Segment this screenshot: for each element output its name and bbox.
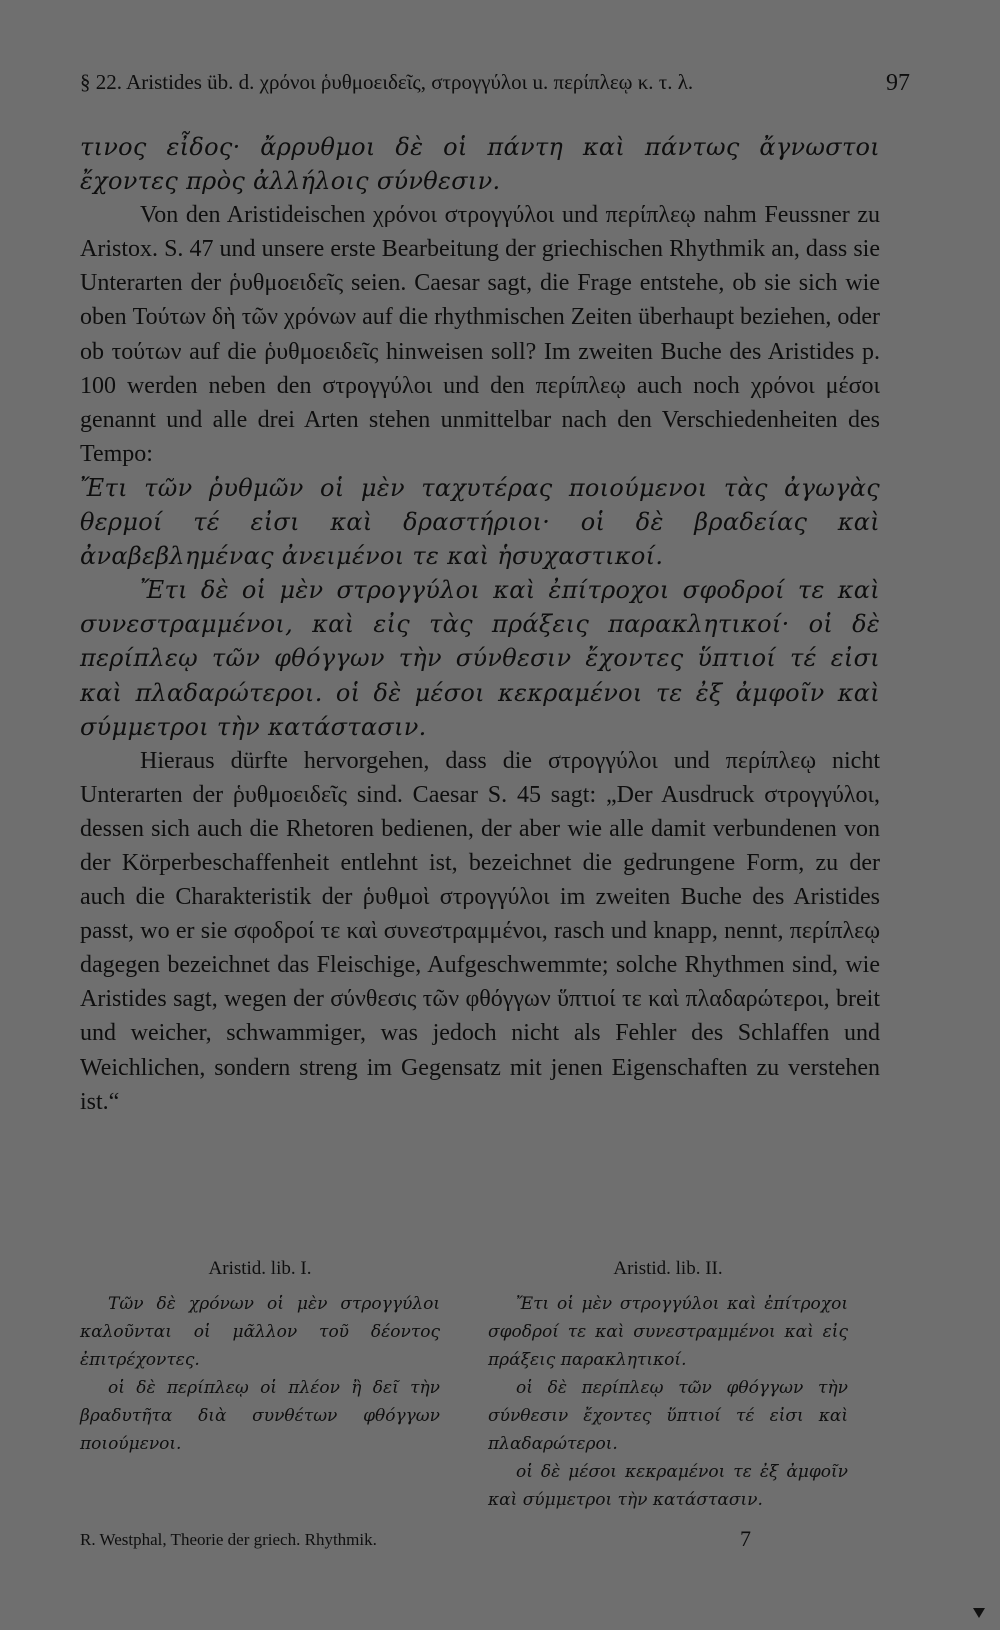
paragraph-caesar-quote: Hieraus dürfte hervorgehen, dass die στρογγύλοι und περίπλεῳ nicht Unterarten der ῥυθμοειδεῖς sind. Caesar S. 45 sagt: „Der Ausdruck στρογγύλοι, dessen sich auch die Rhetoren bedienen, der aber wie alle damit verbundenen von der Körperbeschaffenheit entlehnt ist, bezeichnet die gedrungene Form, zu der auch die Charakteristik der ῥυθμοὶ στρογγύλοι im zweiten Buche des Aristides passt, wo er sie σφοδροί τε καὶ συνεστραμμένοι, rasch und knapp, nennt, περίπλεῳ dagegen bezeichnet das Fleischige, Aufgeschwemmte; solche Rhythmen sind, wie Aristides sagt, wegen der σύνθεσις τῶν φθόγγων ὕπτιοί τε καὶ πλαδαρώτεροι, breit und weicher, schwammiger, was jedoch nicht als Fehler des Schlaffen und Weichlichen, sondern streng im Gegensatz mit jenen Eigenschaften zu verstehen ist.“ — [80, 747, 880, 1115]
signature-mark: 7 — [740, 1526, 751, 1551]
paragraph-aristides-discussion: Von den Aristideischen χρόνοι στρογγύλοι und περίπλεῳ nahm Feussner zu Aristox. S. 47 und unsere erste Bearbeitung der griechischen Rhythmik an, dass sie Unterarten der ῥυθμοειδεῖς seien. Caesar sagt, die Frage entstehe, ob sie sich wie oben Τούτων δὴ τῶν χρόνων auf die rhythmischen Zeiten überhaupt beziehen, oder ob τούτων auf die ῥυθμοειδεῖς hinweisen soll? Im zweiten Buche des Aristides p. 100 werden neben den στρογγύλοι und den περίπλεῳ auch noch χρόνοι μέσοι genannt und alle drei Arten stehen unmittelbar nach den Verschiedenheiten des Tempo: — [80, 202, 880, 467]
footer — [80, 1526, 880, 1551]
column-lib-2 — [488, 1258, 848, 1514]
page-number: 97 — [886, 70, 910, 96]
column-heading-lib-1: Aristid. lib. I. — [208, 1258, 312, 1279]
column-heading-lib-2: Aristid. lib. II. — [613, 1258, 723, 1279]
greek-quote-strongyloi: Ἔτι δὲ οἱ μὲν στρογγύλοι καὶ ἐπίτροχοι σφοδροί τε καὶ συνεστραμμένοι, καὶ εἰς τὰς πράξεις παρακλητικοί· οἱ δὲ περίπλεῳ τῶν φθόγγων τὴν σύνθεσιν ἔχοντες ὕπτιοί τέ εἰσι καὶ πλαδαρώτεροι. οἱ δὲ μέσοι κεκραμένοι τε ἐξ ἀμφοῖν καὶ σύμμετροι τὴν κατάστασιν. — [80, 576, 880, 741]
running-header — [80, 70, 910, 110]
corner-arrow-icon — [973, 1608, 985, 1618]
column-paragraph: οἱ δὲ μέσοι κεκραμένοι τε ἐξ ἀμφοῖν καὶ σύμμετροι τὴν κατάστασιν. — [488, 1462, 848, 1510]
column-text-lib-1 — [80, 1290, 440, 1458]
body-text — [80, 130, 880, 1119]
greek-quote-tempo: Ἔτι τῶν ῥυθμῶν οἱ μὲν ταχυτέρας ποιούμενοι τὰς ἀγωγὰς θερμοί τέ εἰσι καὶ δραστήριοι· οἱ δὲ βραδείας καὶ ἀναβεβλημένας ἀνειμένοι τε καὶ ἡσυχαστικοί. — [80, 473, 880, 571]
column-lib-1 — [80, 1258, 440, 1458]
column-text-lib-2 — [488, 1290, 848, 1514]
column-paragraph: Τῶν δὲ χρόνων οἱ μὲν στρογγύλοι καλοῦνται οἱ μᾶλλον τοῦ δέοντος ἐπιτρέχοντες. — [80, 1294, 440, 1370]
page — [80, 70, 910, 1119]
greek-quote-continuation: τινος εἶδος· ἄρρυθμοι δὲ οἱ πάντη καὶ πάντως ἄγνωστοι ἔχοντες πρὸς ἀλλήλοις σύνθεσιν. — [80, 133, 880, 196]
column-paragraph: οἱ δὲ περίπλεῳ τῶν φθόγγων τὴν σύνθεσιν ἔχοντες ὕπτιοί τέ εἰσι καὶ πλαδαρώτεροι. — [488, 1378, 848, 1454]
footer-imprint: R. Westphal, Theorie der griech. Rhythmik. — [80, 1530, 377, 1549]
section-heading: § 22. Aristides üb. d. χρόνοι ῥυθμοειδεῖς, στρογγύλοι u. περίπλεῳ κ. τ. λ. — [80, 70, 694, 94]
column-paragraph: οἱ δὲ περίπλεῳ οἱ πλέον ἢ δεῖ τὴν βραδυτῆτα διὰ συνθέτων φθόγγων ποιούμενοι. — [80, 1378, 440, 1454]
column-paragraph: Ἔτι οἱ μὲν στρογγύλοι καὶ ἐπίτροχοι σφοδροί τε καὶ συνεστραμμένοι καὶ εἰς πράξεις παρακλητικοί. — [488, 1294, 848, 1370]
